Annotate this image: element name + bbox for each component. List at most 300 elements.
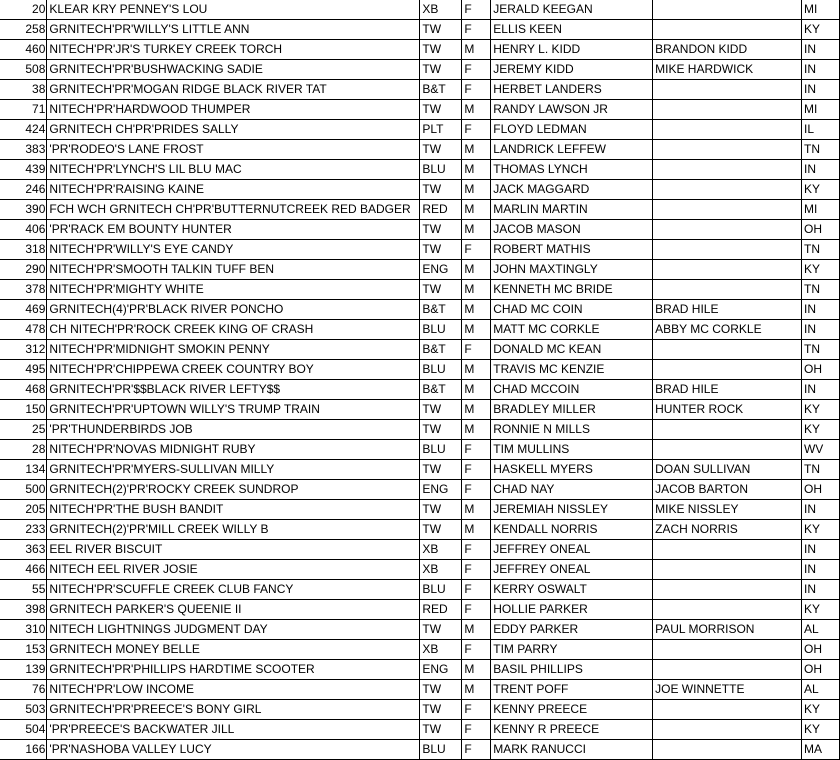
entry-number-cell: 233 — [0, 520, 47, 540]
co-owner-cell: BRANDON KIDD — [653, 40, 802, 60]
color-cell: TW — [420, 460, 462, 480]
table-row — [0, 200, 840, 220]
owner-cell: KENDALL NORRIS — [491, 520, 653, 540]
entry-number-cell: 310 — [0, 620, 47, 640]
color-cell: TW — [420, 500, 462, 520]
table-row — [0, 720, 840, 740]
table-row — [0, 440, 840, 460]
dog-name-cell: GRNITECH'PR'WILLY'S LITTLE ANN — [47, 20, 420, 40]
entry-number-cell: 139 — [0, 660, 47, 680]
table-row — [0, 260, 840, 280]
color-cell: BLU — [420, 320, 462, 340]
owner-cell: HOLLIE PARKER — [491, 600, 653, 620]
co-owner-cell: MIKE HARDWICK — [653, 60, 802, 80]
entry-number-cell: 20 — [0, 0, 47, 20]
owner-cell: JEFFREY ONEAL — [491, 560, 653, 580]
entry-number-cell: 460 — [0, 40, 47, 60]
sex-cell: F — [462, 120, 491, 140]
state-cell: IN — [801, 160, 839, 180]
sex-cell: F — [462, 60, 491, 80]
color-cell: TW — [420, 700, 462, 720]
entry-number-cell: 495 — [0, 360, 47, 380]
state-cell: KY — [801, 720, 839, 740]
entry-number-cell: 312 — [0, 340, 47, 360]
color-cell: TW — [420, 240, 462, 260]
table-row — [0, 460, 840, 480]
owner-cell: TRENT POFF — [491, 680, 653, 700]
table-row — [0, 20, 840, 40]
co-owner-cell — [653, 240, 802, 260]
co-owner-cell — [653, 720, 802, 740]
entry-number-cell: 258 — [0, 20, 47, 40]
owner-cell: JACK MAGGARD — [491, 180, 653, 200]
color-cell: TW — [420, 400, 462, 420]
state-cell: TN — [801, 240, 839, 260]
table-row — [0, 620, 840, 640]
sex-cell: M — [462, 660, 491, 680]
color-cell: TW — [420, 280, 462, 300]
owner-cell: JERALD KEEGAN — [491, 0, 653, 20]
color-cell: BLU — [420, 580, 462, 600]
state-cell: IN — [801, 40, 839, 60]
co-owner-cell — [653, 20, 802, 40]
color-cell: TW — [420, 60, 462, 80]
dog-name-cell: 'PR'RODEO'S LANE FROST — [47, 140, 420, 160]
co-owner-cell: JACOB BARTON — [653, 480, 802, 500]
dog-name-cell: NITECH'PR'MIDNIGHT SMOKIN PENNY — [47, 340, 420, 360]
dog-name-cell: NITECH'PR'LYNCH'S LIL BLU MAC — [47, 160, 420, 180]
sex-cell: F — [462, 0, 491, 20]
sex-cell: F — [462, 460, 491, 480]
co-owner-cell: BRAD HILE — [653, 300, 802, 320]
state-cell: KY — [801, 600, 839, 620]
sex-cell: M — [462, 140, 491, 160]
state-cell: OH — [801, 220, 839, 240]
dog-name-cell: EEL RIVER BISCUIT — [47, 540, 420, 560]
sex-cell: M — [462, 320, 491, 340]
dog-name-cell: 'PR'RACK EM BOUNTY HUNTER — [47, 220, 420, 240]
table-row — [0, 40, 840, 60]
state-cell: KY — [801, 260, 839, 280]
state-cell: IN — [801, 60, 839, 80]
table-row — [0, 220, 840, 240]
owner-cell: KERRY OSWALT — [491, 580, 653, 600]
color-cell: TW — [420, 100, 462, 120]
co-owner-cell — [653, 100, 802, 120]
co-owner-cell: DOAN SULLIVAN — [653, 460, 802, 480]
sex-cell: F — [462, 480, 491, 500]
table-row — [0, 600, 840, 620]
entry-number-cell: 25 — [0, 420, 47, 440]
dog-name-cell: NITECH'PR'SCUFFLE CREEK CLUB FANCY — [47, 580, 420, 600]
entry-number-cell: 383 — [0, 140, 47, 160]
color-cell: XB — [420, 560, 462, 580]
co-owner-cell — [653, 140, 802, 160]
table-row — [0, 580, 840, 600]
owner-cell: MATT MC CORKLE — [491, 320, 653, 340]
sex-cell: M — [462, 280, 491, 300]
entry-number-cell: 504 — [0, 720, 47, 740]
state-cell: IN — [801, 560, 839, 580]
color-cell: ENG — [420, 260, 462, 280]
state-cell: TN — [801, 460, 839, 480]
owner-cell: EDDY PARKER — [491, 620, 653, 640]
sex-cell: F — [462, 640, 491, 660]
dog-name-cell: FCH WCH GRNITECH CH'PR'BUTTERNUTCREEK RED BADGER — [47, 200, 420, 220]
table-row — [0, 320, 840, 340]
color-cell: RED — [420, 600, 462, 620]
sex-cell: M — [462, 220, 491, 240]
owner-cell: KENNY PREECE — [491, 700, 653, 720]
state-cell: OH — [801, 640, 839, 660]
color-cell: RED — [420, 200, 462, 220]
dog-name-cell: GRNITECH'PR'PREECE'S BONY GIRL — [47, 700, 420, 720]
sex-cell: F — [462, 20, 491, 40]
sex-cell: F — [462, 580, 491, 600]
co-owner-cell — [653, 660, 802, 680]
table-row — [0, 360, 840, 380]
dog-name-cell: GRNITECH CH'PR'PRIDES SALLY — [47, 120, 420, 140]
dog-name-cell: GRNITECH'PR'PHILLIPS HARDTIME SCOOTER — [47, 660, 420, 680]
state-cell: WV — [801, 440, 839, 460]
dog-name-cell: NITECH LIGHTNINGS JUDGMENT DAY — [47, 620, 420, 640]
entry-number-cell: 28 — [0, 440, 47, 460]
sex-cell: M — [462, 260, 491, 280]
sex-cell: F — [462, 240, 491, 260]
color-cell: TW — [420, 620, 462, 640]
owner-cell: JEREMIAH NISSLEY — [491, 500, 653, 520]
owner-cell: CHAD NAY — [491, 480, 653, 500]
state-cell: TN — [801, 280, 839, 300]
co-owner-cell: JOE WINNETTE — [653, 680, 802, 700]
state-cell: IN — [801, 80, 839, 100]
entry-number-cell: 424 — [0, 120, 47, 140]
dog-name-cell: NITECH'PR'JR'S TURKEY CREEK TORCH — [47, 40, 420, 60]
color-cell: BLU — [420, 160, 462, 180]
sex-cell: M — [462, 520, 491, 540]
co-owner-cell — [653, 160, 802, 180]
entry-number-cell: 290 — [0, 260, 47, 280]
sex-cell: F — [462, 560, 491, 580]
co-owner-cell — [653, 340, 802, 360]
dog-name-cell: GRNITECH'PR'BUSHWACKING SADIE — [47, 60, 420, 80]
co-owner-cell — [653, 740, 802, 760]
owner-cell: KENNETH MC BRIDE — [491, 280, 653, 300]
dog-name-cell: NITECH'PR'SMOOTH TALKIN TUFF BEN — [47, 260, 420, 280]
owner-cell: ELLIS KEEN — [491, 20, 653, 40]
color-cell: BLU — [420, 360, 462, 380]
sex-cell: M — [462, 380, 491, 400]
sex-cell: M — [462, 40, 491, 60]
dog-name-cell: GRNITECH'PR'MOGAN RIDGE BLACK RIVER TAT — [47, 80, 420, 100]
table-row — [0, 120, 840, 140]
color-cell: XB — [420, 540, 462, 560]
owner-cell: HENRY L. KIDD — [491, 40, 653, 60]
color-cell: TW — [420, 720, 462, 740]
dog-name-cell: GRNITECH(2)'PR'MILL CREEK WILLY B — [47, 520, 420, 540]
owner-cell: CHAD MC COIN — [491, 300, 653, 320]
table-row — [0, 640, 840, 660]
dog-name-cell: GRNITECH'PR'MYERS-SULLIVAN MILLY — [47, 460, 420, 480]
state-cell: KY — [801, 700, 839, 720]
co-owner-cell — [653, 540, 802, 560]
state-cell: OH — [801, 480, 839, 500]
entry-number-cell: 503 — [0, 700, 47, 720]
entry-number-cell: 55 — [0, 580, 47, 600]
co-owner-cell: PAUL MORRISON — [653, 620, 802, 640]
entry-number-cell: 508 — [0, 60, 47, 80]
entry-number-cell: 38 — [0, 80, 47, 100]
color-cell: B&T — [420, 340, 462, 360]
dog-name-cell: GRNITECH(2)'PR'ROCKY CREEK SUNDROP — [47, 480, 420, 500]
entry-number-cell: 478 — [0, 320, 47, 340]
co-owner-cell — [653, 180, 802, 200]
co-owner-cell — [653, 280, 802, 300]
color-cell: TW — [420, 680, 462, 700]
sex-cell: F — [462, 720, 491, 740]
color-cell: TW — [420, 20, 462, 40]
table-row — [0, 380, 840, 400]
table-row — [0, 0, 840, 20]
co-owner-cell: HUNTER ROCK — [653, 400, 802, 420]
sex-cell: M — [462, 160, 491, 180]
state-cell: IL — [801, 120, 839, 140]
co-owner-cell — [653, 360, 802, 380]
owner-cell: BRADLEY MILLER — [491, 400, 653, 420]
color-cell: TW — [420, 420, 462, 440]
dog-name-cell: NITECH'PR'THE BUSH BANDIT — [47, 500, 420, 520]
owner-cell: BASIL PHILLIPS — [491, 660, 653, 680]
owner-cell: RANDY LAWSON JR — [491, 100, 653, 120]
dog-name-cell: GRNITECH'PR'UPTOWN WILLY'S TRUMP TRAIN — [47, 400, 420, 420]
sex-cell: M — [462, 620, 491, 640]
sex-cell: F — [462, 600, 491, 620]
dog-name-cell: NITECH'PR'NOVAS MIDNIGHT RUBY — [47, 440, 420, 460]
owner-cell: THOMAS LYNCH — [491, 160, 653, 180]
table-row — [0, 160, 840, 180]
dog-name-cell: NITECH'PR'RAISING KAINE — [47, 180, 420, 200]
table-row — [0, 660, 840, 680]
entry-number-cell: 134 — [0, 460, 47, 480]
table-row — [0, 140, 840, 160]
color-cell: TW — [420, 520, 462, 540]
state-cell: OH — [801, 360, 839, 380]
entry-number-cell: 468 — [0, 380, 47, 400]
color-cell: B&T — [420, 300, 462, 320]
sex-cell: F — [462, 440, 491, 460]
state-cell: TN — [801, 140, 839, 160]
state-cell: KY — [801, 20, 839, 40]
table-row — [0, 100, 840, 120]
color-cell: XB — [420, 640, 462, 660]
state-cell: MI — [801, 0, 839, 20]
sex-cell: F — [462, 340, 491, 360]
owner-cell: TRAVIS MC KENZIE — [491, 360, 653, 380]
co-owner-cell — [653, 220, 802, 240]
entry-number-cell: 398 — [0, 600, 47, 620]
sex-cell: M — [462, 200, 491, 220]
dog-name-cell: 'PR'THUNDERBIRDS JOB — [47, 420, 420, 440]
entry-number-cell: 439 — [0, 160, 47, 180]
co-owner-cell — [653, 560, 802, 580]
owner-cell: CHAD MCCOIN — [491, 380, 653, 400]
state-cell: KY — [801, 520, 839, 540]
table-row — [0, 480, 840, 500]
state-cell: IN — [801, 320, 839, 340]
sex-cell: M — [462, 420, 491, 440]
co-owner-cell: MIKE NISSLEY — [653, 500, 802, 520]
dog-name-cell: NITECH'PR'LOW INCOME — [47, 680, 420, 700]
state-cell: IN — [801, 500, 839, 520]
color-cell: TW — [420, 140, 462, 160]
sex-cell: M — [462, 680, 491, 700]
dog-name-cell: 'PR'NASHOBA VALLEY LUCY — [47, 740, 420, 760]
entry-number-cell: 390 — [0, 200, 47, 220]
owner-cell: MARK RANUCCI — [491, 740, 653, 760]
sex-cell: M — [462, 300, 491, 320]
state-cell: MI — [801, 100, 839, 120]
dog-name-cell: GRNITECH'PR'$$BLACK RIVER LEFTY$$ — [47, 380, 420, 400]
sex-cell: F — [462, 540, 491, 560]
table-row — [0, 740, 840, 760]
co-owner-cell: ZACH NORRIS — [653, 520, 802, 540]
table-row — [0, 280, 840, 300]
table-row — [0, 60, 840, 80]
entry-number-cell: 378 — [0, 280, 47, 300]
owner-cell: ROBERT MATHIS — [491, 240, 653, 260]
co-owner-cell — [653, 0, 802, 20]
dog-name-cell: GRNITECH(4)'PR'BLACK RIVER PONCHO — [47, 300, 420, 320]
color-cell: TW — [420, 180, 462, 200]
entry-number-cell: 166 — [0, 740, 47, 760]
entry-number-cell: 246 — [0, 180, 47, 200]
state-cell: MI — [801, 200, 839, 220]
dog-name-cell: GRNITECH PARKER'S QUEENIE II — [47, 600, 420, 620]
sex-cell: F — [462, 700, 491, 720]
entry-number-cell: 318 — [0, 240, 47, 260]
state-cell: TN — [801, 340, 839, 360]
co-owner-cell — [653, 600, 802, 620]
color-cell: ENG — [420, 480, 462, 500]
table-row — [0, 680, 840, 700]
dog-name-cell: 'PR'PREECE'S BACKWATER JILL — [47, 720, 420, 740]
table-row — [0, 80, 840, 100]
owner-cell: FLOYD LEDMAN — [491, 120, 653, 140]
table-row — [0, 540, 840, 560]
sex-cell: M — [462, 400, 491, 420]
table-row — [0, 240, 840, 260]
co-owner-cell — [653, 200, 802, 220]
co-owner-cell — [653, 700, 802, 720]
state-cell: KY — [801, 400, 839, 420]
state-cell: OH — [801, 660, 839, 680]
owner-cell: HASKELL MYERS — [491, 460, 653, 480]
state-cell: AL — [801, 620, 839, 640]
owner-cell: JEFFREY ONEAL — [491, 540, 653, 560]
co-owner-cell — [653, 640, 802, 660]
co-owner-cell — [653, 80, 802, 100]
table-row — [0, 500, 840, 520]
color-cell: PLT — [420, 120, 462, 140]
color-cell: TW — [420, 220, 462, 240]
owner-cell: LANDRICK LEFFEW — [491, 140, 653, 160]
sex-cell: M — [462, 180, 491, 200]
entry-number-cell: 71 — [0, 100, 47, 120]
entry-number-cell: 153 — [0, 640, 47, 660]
dog-name-cell: CH NITECH'PR'ROCK CREEK KING OF CRASH — [47, 320, 420, 340]
dog-name-cell: GRNITECH MONEY BELLE — [47, 640, 420, 660]
owner-cell: JOHN MAXTINGLY — [491, 260, 653, 280]
dog-name-cell: NITECH'PR'HARDWOOD THUMPER — [47, 100, 420, 120]
owner-cell: JEREMY KIDD — [491, 60, 653, 80]
state-cell: KY — [801, 420, 839, 440]
sex-cell: F — [462, 740, 491, 760]
entry-number-cell: 500 — [0, 480, 47, 500]
dog-name-cell: NITECH'PR'WILLY'S EYE CANDY — [47, 240, 420, 260]
sex-cell: M — [462, 500, 491, 520]
co-owner-cell — [653, 120, 802, 140]
co-owner-cell — [653, 260, 802, 280]
state-cell: KY — [801, 180, 839, 200]
owner-cell: TIM PARRY — [491, 640, 653, 660]
color-cell: BLU — [420, 740, 462, 760]
co-owner-cell — [653, 440, 802, 460]
table-row — [0, 700, 840, 720]
color-cell: B&T — [420, 80, 462, 100]
owner-cell: TIM MULLINS — [491, 440, 653, 460]
owner-cell: JACOB MASON — [491, 220, 653, 240]
table-row — [0, 180, 840, 200]
dog-name-cell: NITECH'PR'MIGHTY WHITE — [47, 280, 420, 300]
co-owner-cell — [653, 580, 802, 600]
owner-cell: MARLIN MARTIN — [491, 200, 653, 220]
state-cell: IN — [801, 540, 839, 560]
entry-number-cell: 150 — [0, 400, 47, 420]
table-row — [0, 560, 840, 580]
table-row — [0, 300, 840, 320]
entry-number-cell: 76 — [0, 680, 47, 700]
entry-number-cell: 363 — [0, 540, 47, 560]
color-cell: B&T — [420, 380, 462, 400]
owner-cell: HERBET LANDERS — [491, 80, 653, 100]
color-cell: ENG — [420, 660, 462, 680]
entry-number-cell: 406 — [0, 220, 47, 240]
table-row — [0, 420, 840, 440]
sex-cell: F — [462, 80, 491, 100]
co-owner-cell — [653, 420, 802, 440]
co-owner-cell: ABBY MC CORKLE — [653, 320, 802, 340]
sex-cell: M — [462, 100, 491, 120]
table-row — [0, 400, 840, 420]
entry-number-cell: 469 — [0, 300, 47, 320]
color-cell: BLU — [420, 440, 462, 460]
state-cell: IN — [801, 580, 839, 600]
state-cell: IN — [801, 300, 839, 320]
owner-cell: DONALD MC KEAN — [491, 340, 653, 360]
entry-number-cell: 205 — [0, 500, 47, 520]
owner-cell: RONNIE N MILLS — [491, 420, 653, 440]
dog-name-cell: KLEAR KRY PENNEY'S LOU — [47, 0, 420, 20]
co-owner-cell: BRAD HILE — [653, 380, 802, 400]
state-cell: AL — [801, 680, 839, 700]
table-row — [0, 340, 840, 360]
owner-cell: KENNY R PREECE — [491, 720, 653, 740]
table-row — [0, 520, 840, 540]
state-cell: IN — [801, 380, 839, 400]
sex-cell: M — [462, 360, 491, 380]
dog-name-cell: NITECH'PR'CHIPPEWA CREEK COUNTRY BOY — [47, 360, 420, 380]
entry-number-cell: 466 — [0, 560, 47, 580]
